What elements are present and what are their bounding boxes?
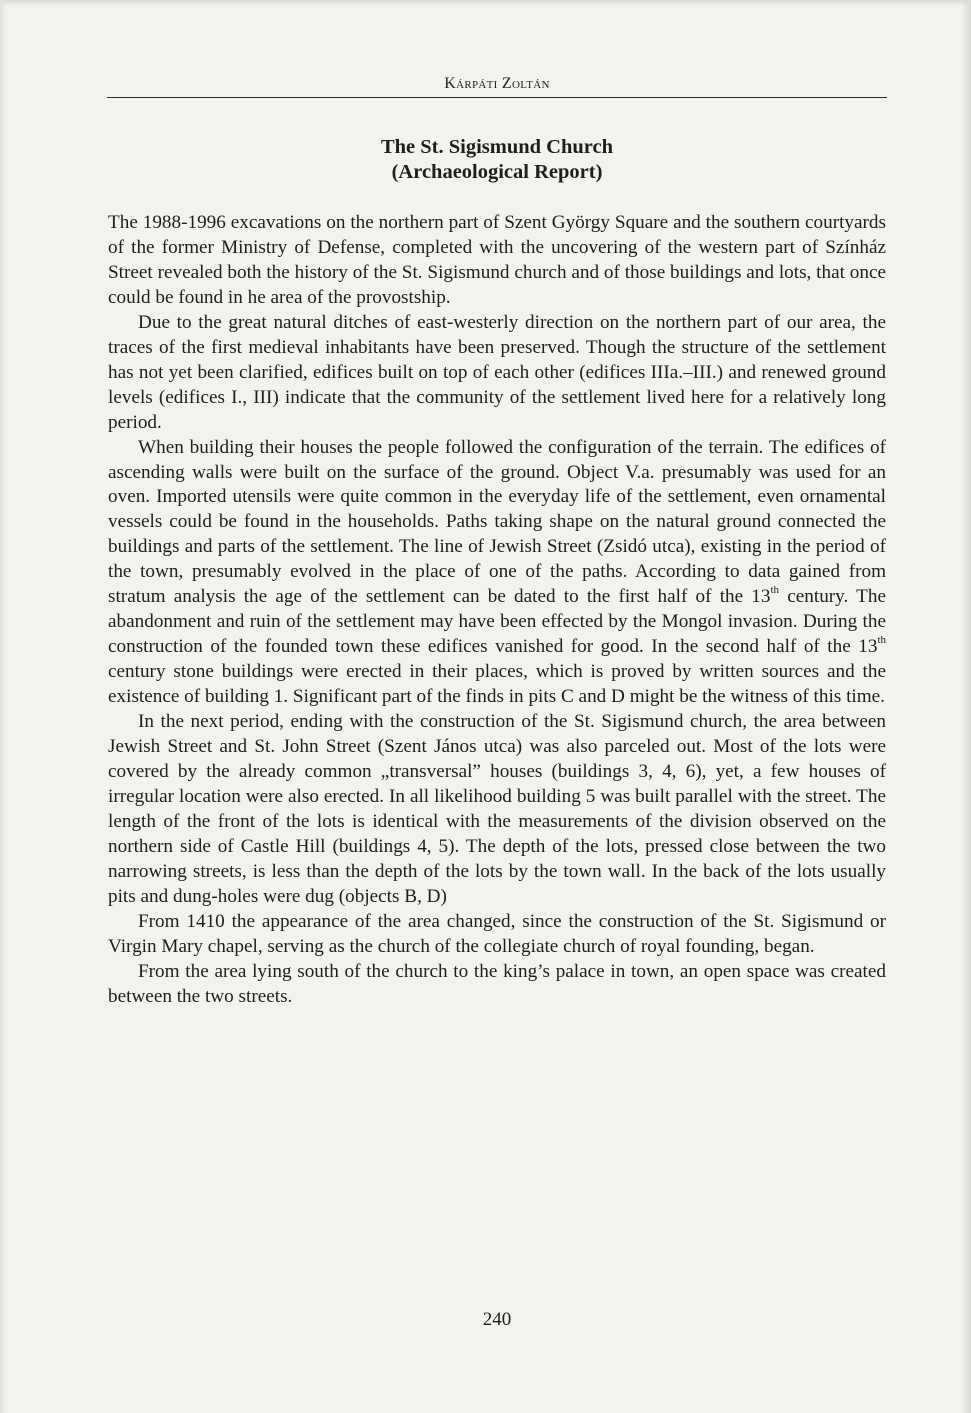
header-rule [107,97,887,98]
paragraph-4: In the next period, ending with the construction of the St. Sigismund church, the area between Jewish Street and St. John Street (Szent János utca) was also parceled out. Most of the lots were covered by the already common „transversal” houses (buildings 3, 4, 6), yet, a few houses of irregular location were also erected. In all likelihood building 5 was built parallel with the street. The length of the front of the lots is identical with the measurements of the division observed on the northern side of Castle Hill (buildings 4, 5). The depth of the lots, pressed close between the two narrowing streets, is less than the depth of the lots by the town wall. In the back of the lots usually pits and dung-holes were dug (objects B, D) [108,711,886,907]
paragraph-3 [108,436,886,710]
paragraph-3-part-1: When building their houses the people followed the configuration of the terrain. The edifices of ascending walls were built on the surface of the ground. Object V.a. presumably was used for an oven. Imported utensils were quite common in the everyday life of the settlement, even ornamental vessels could be found in the households. Paths taking shape on the natural ground connected the buildings and parts of the settlement. The line of Jewish Street (Zsidó utca), existing in the period of the town, presumably evolved in the place of one of the paths. According to data gained from stratum analysis the age of the settlement can be dated to the first half of the 13 [108,436,886,608]
paragraph-5: From 1410 the appearance of the area changed, since the construction of the St. Sigismund or Virgin Mary chapel, serving as the church of the collegiate church of royal founding, began. [108,910,886,957]
paragraph-1: The 1988-1996 excavations on the northern part of Szent György Square and the southern courtyards of the former Ministry of Defense, completed with the uncovering of the western part of Színház Street revealed both the history of the St. Sigismund church and of those buildings and lots, that once could be found in he area of the provostship. [108,212,886,308]
scan-edge-top [0,0,971,6]
paragraph-6: From the area lying south of the church to the king’s palace in town, an open space was created between the two streets. [108,960,886,1007]
running-head-author: Kárpáti Zoltán [444,75,550,92]
paragraph-2: Due to the great natural ditches of east-westerly direction on the northern part of our area, the traces of the first medieval inhabitants have been preserved. Though the structure of the settlement has not yet been clarified, edifices built on top of each other (edifices IIIa.–III.) and renewed ground levels (edifices I., III) indicate that the community of the settlement lived here for a relatively long period. [108,311,886,433]
page-number: 240 [482,1309,512,1330]
title-line-1: The St. Sigismund Church [380,136,614,158]
title-line-2: (Archaeological Report) [391,161,603,183]
article-title [107,135,887,185]
superscript-th-1: th [770,583,780,596]
scan-edge-right [961,0,971,1413]
paragraph-3-part-2: century. The abandonment and ruin of the settlement may have been effected by the Mongol invasion. During the construction of the founded town these edifices vanished for good. In the second half of the 13 [108,586,886,658]
superscript-th-2: th [877,633,886,646]
scan-edge-left [0,0,6,1413]
article-body [108,211,886,1010]
paragraph-3-part-3: century stone buildings were erected in their places, which is proved by written sources and the existence of building 1. Significant part of the finds in pits C and D might be the witness of this time. [108,661,886,708]
